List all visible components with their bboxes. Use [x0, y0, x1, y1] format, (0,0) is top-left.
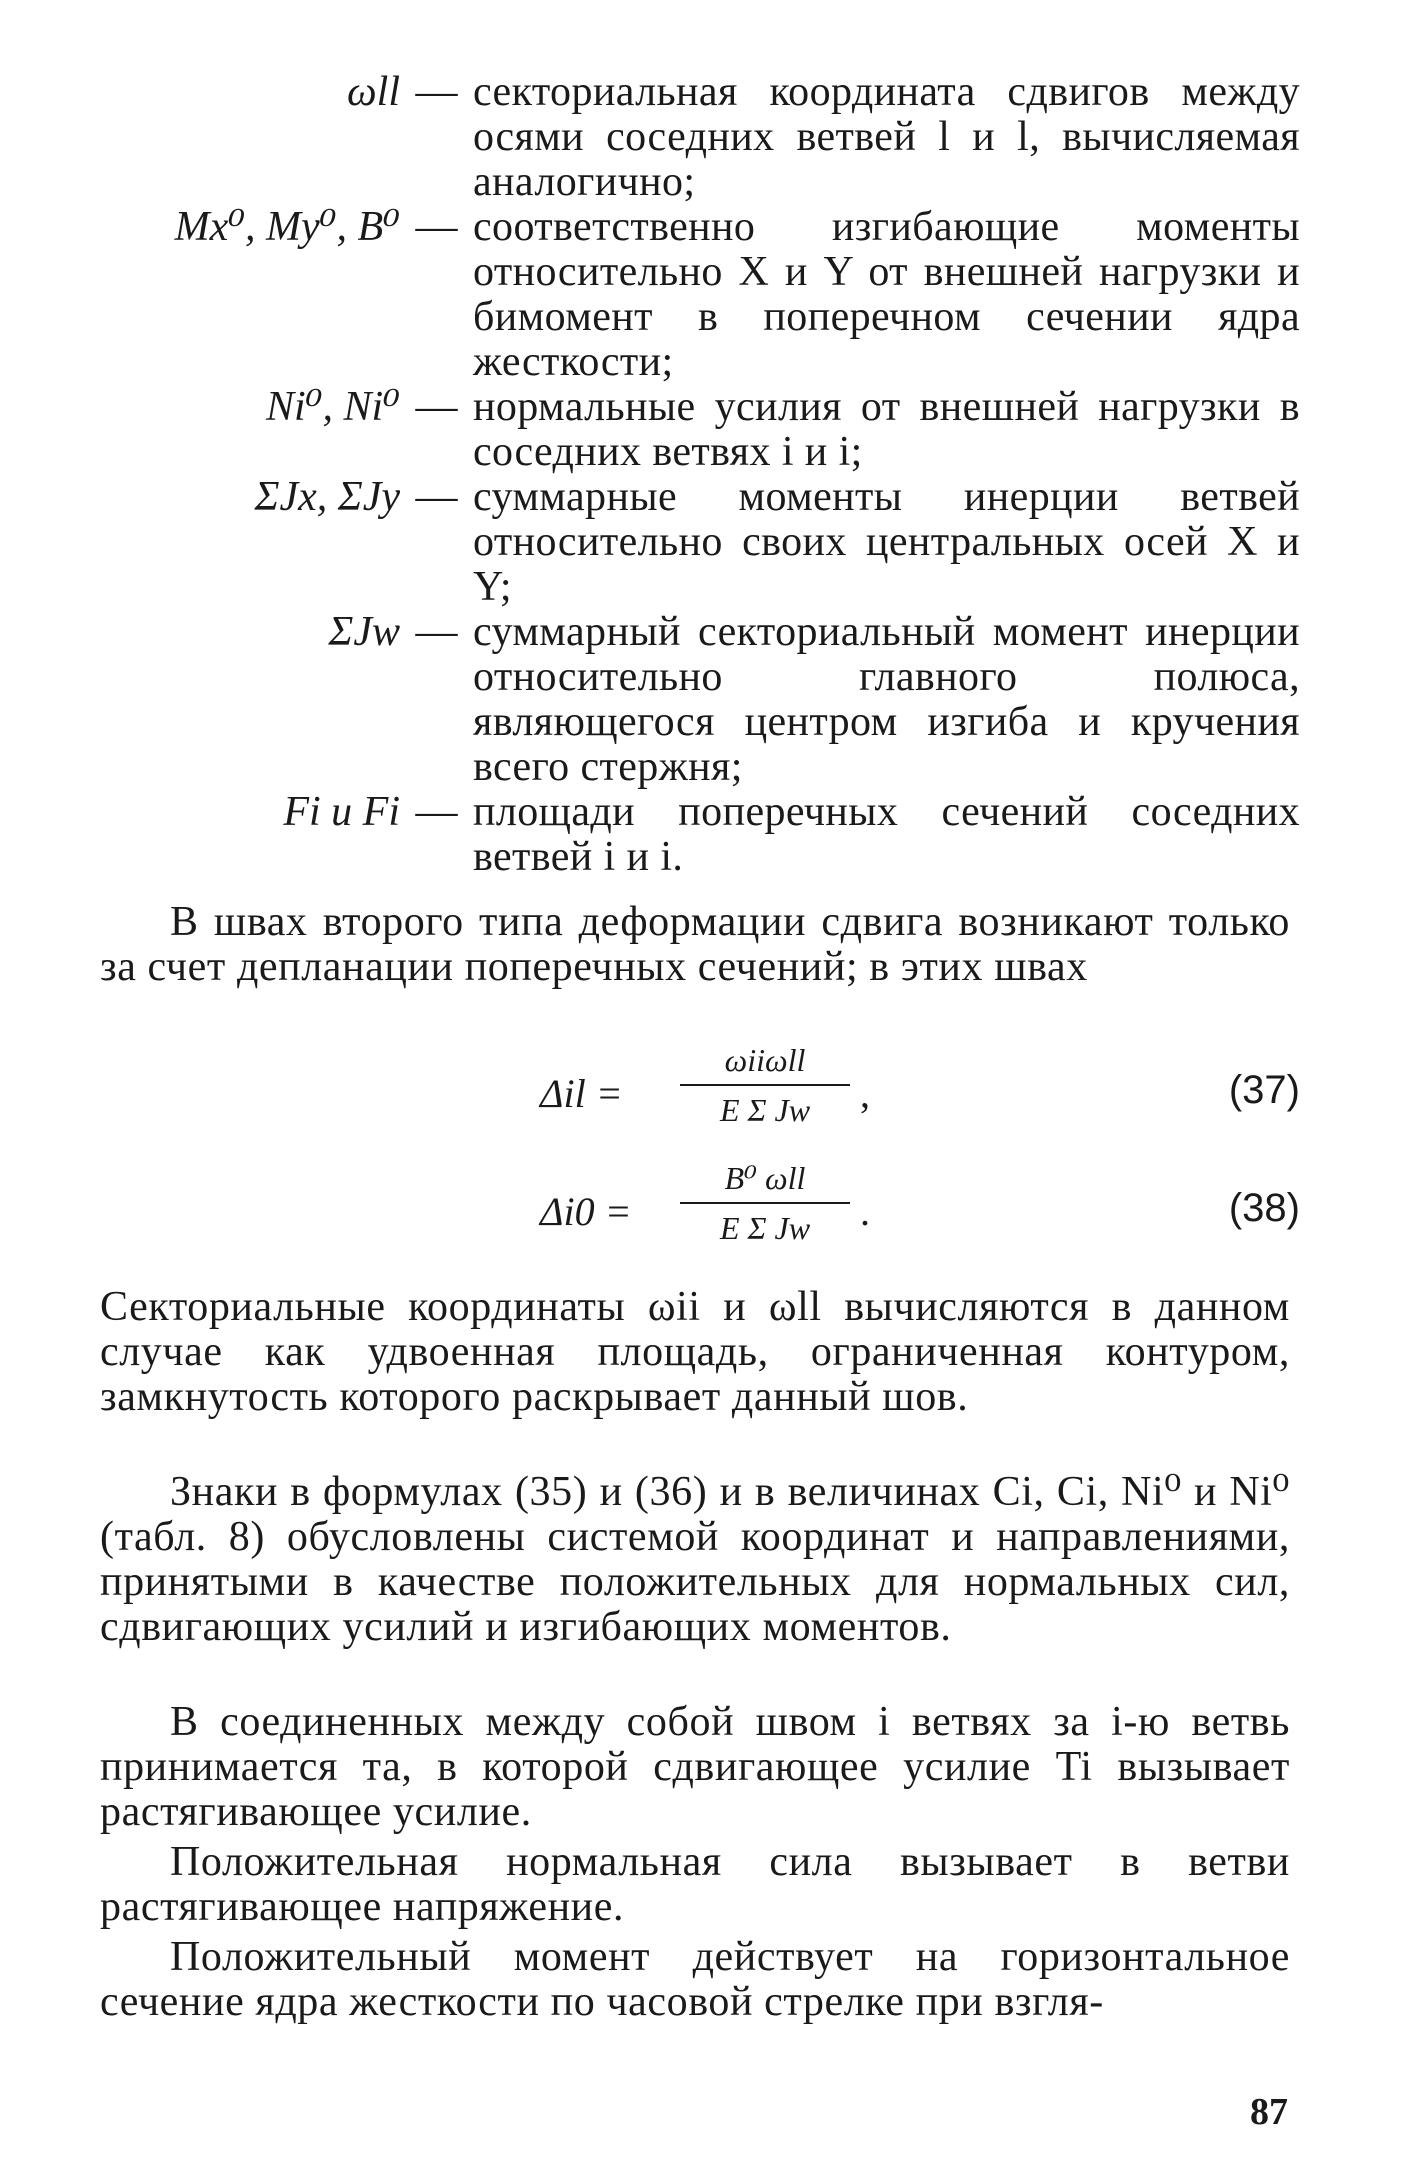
equation-denominator: E Σ Jw — [719, 1210, 811, 1246]
definition-text: секториальная координата сдвигов между осями соседних ветвей l и l, вычисляемая аналогично; — [473, 69, 1300, 205]
definition-text: нормальные усилия от внешней нагрузки в соседних ветвях i и i; — [473, 384, 1300, 475]
definition-term: ωll — [347, 69, 400, 115]
definition-dash: — — [415, 474, 458, 520]
definition-dash: — — [415, 789, 458, 835]
equation-fraction — [680, 1040, 850, 1130]
equation-lhs: Δi0 = — [540, 1189, 632, 1234]
definitions-list — [100, 70, 1300, 880]
definition-dash: — — [415, 609, 458, 655]
definition-text: суммарные моменты инерции ветвей относительно своих центральных осей X и Y; — [473, 474, 1300, 610]
equation-37 — [540, 1040, 1300, 1150]
definition-term: Fi и Fi — [283, 789, 400, 835]
page-number: 87 — [1250, 2091, 1288, 2133]
definition-dash: — — [415, 384, 458, 430]
equation-number: (38) — [1228, 1186, 1300, 1230]
equation-38 — [540, 1158, 1300, 1268]
definition-term: ΣJx, ΣJy — [254, 474, 400, 520]
definition-row — [100, 385, 1300, 475]
equation-number: (37) — [1228, 1068, 1300, 1112]
equation-fraction — [680, 1158, 850, 1248]
equation-punctuation: , — [860, 1071, 870, 1116]
definition-term: Ni⁰, Ni⁰ — [265, 384, 400, 430]
definition-dash: — — [415, 69, 458, 115]
equation-numerator: ωiiωll — [680, 1040, 850, 1086]
definition-text: суммарный секториальный момент инерции относительно главного полюса, являющегося центром изгиба и кручения всего стержня; — [473, 609, 1300, 790]
equation-numerator: B⁰ ωll — [680, 1158, 850, 1204]
definition-row — [100, 205, 1300, 385]
definition-dash: — — [415, 204, 458, 250]
definition-term: ΣJw — [328, 609, 400, 655]
definition-text: площади поперечных сечений соседних ветвей i и i. — [473, 789, 1300, 880]
paragraph-moment: Положительный момент действует на горизонтальное сечение ядра жесткости по часовой стрелке при взгля- — [100, 1934, 1290, 2025]
definition-row — [100, 70, 1300, 205]
definition-row — [100, 475, 1300, 610]
equation-punctuation: . — [860, 1189, 870, 1234]
definition-term: Mx⁰, My⁰, B⁰ — [174, 204, 400, 250]
paragraph-signs: Знаки в формулах (35) и (36) и в величинах Ci, Ci, Ni⁰ и Ni⁰ (табл. 8) обусловлены системой координат и направлениями, принятыми в качестве положительных для нормальных сил, сдвигающих усилий и изгибающих моментов. — [100, 1469, 1290, 1650]
paragraph-sectorial-coordinates: Секториальные координаты ωii и ωll вычисляются в данном случае как удвоенная площадь, ограниченная контуром, замкнутость которого раскрывает данный шов. — [100, 1284, 1290, 1420]
equation-lhs: Δil = — [540, 1071, 623, 1116]
paragraph-normal-force: Положительная нормальная сила вызывает в ветви растягивающее напряжение. — [100, 1839, 1290, 1930]
equation-denominator: E Σ Jw — [719, 1092, 811, 1128]
paragraph-branches: В соединенных между собой швом i ветвях за i-ю ветвь принимается та, в которой сдвигающее усилие Ti вызывает растягивающее усилие. — [100, 1699, 1290, 1835]
definition-text: соответственно изгибающие моменты относительно X и Y от внешней нагрузки и бимомент в поперечном сечении ядра жесткости; — [473, 204, 1300, 385]
definition-row — [100, 610, 1300, 790]
definition-row — [100, 790, 1300, 880]
paragraph-deformation: В швах второго типа деформации сдвига возникают только за счет депланации поперечных сечений; в этих швах — [100, 899, 1290, 990]
